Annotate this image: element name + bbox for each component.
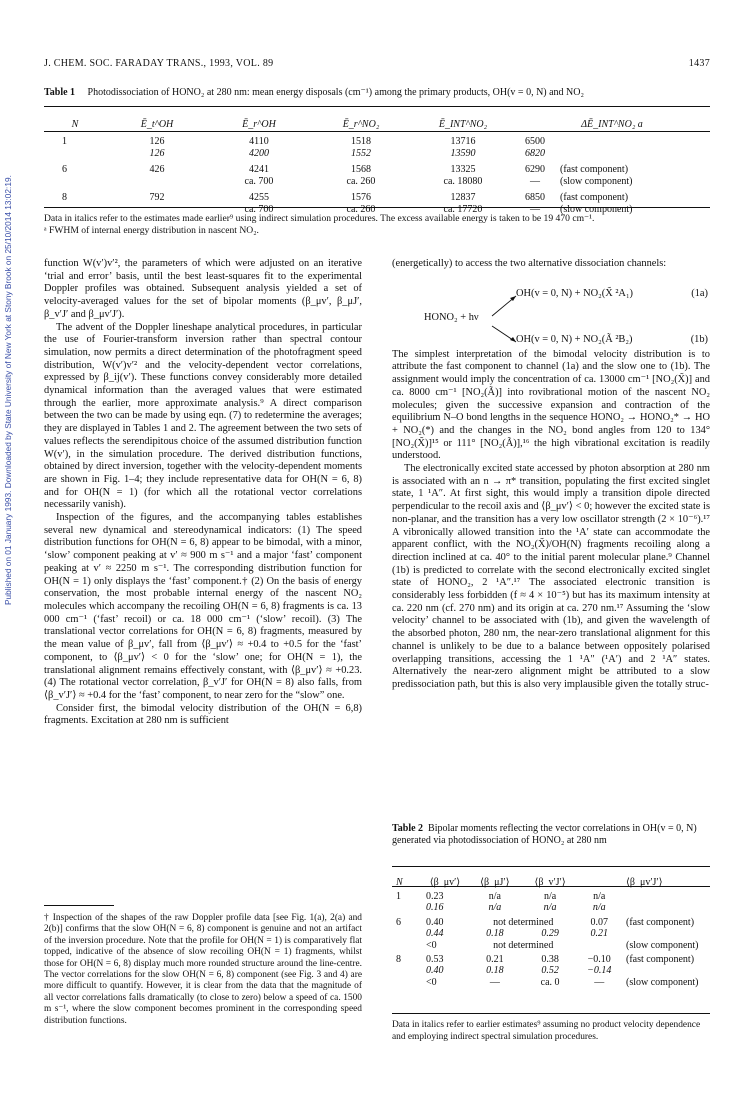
table2-bottom-rule bbox=[392, 1013, 710, 1014]
table2-cell: 0.40 bbox=[426, 916, 444, 928]
left-column bbox=[44, 258, 362, 728]
reaction-scheme bbox=[392, 288, 710, 358]
table2-cell: 0.18 bbox=[486, 965, 504, 977]
table1-cell: 1552 bbox=[351, 147, 371, 159]
table2-row bbox=[392, 928, 710, 939]
table1-cell: 13325 bbox=[450, 164, 476, 176]
table2-top-rule bbox=[392, 866, 710, 867]
table2-note-cell: (slow component) bbox=[626, 976, 699, 988]
table2-cell: <0 bbox=[426, 939, 437, 951]
table1-cell: — bbox=[530, 203, 540, 215]
table1-body bbox=[44, 136, 710, 216]
table2-cell: n/a bbox=[543, 902, 557, 914]
table2-cell: n/a bbox=[593, 891, 606, 902]
scheme-product-1a: OH(v = 0, N) + NO₂(X̃ ²A₁) bbox=[516, 288, 634, 299]
table1-row bbox=[44, 187, 710, 204]
table2-cell bbox=[392, 902, 422, 913]
table1-cell bbox=[44, 148, 106, 160]
table1-cell: 4241 bbox=[249, 164, 269, 176]
table2-note-cell bbox=[620, 891, 710, 902]
table1-cell: 1 bbox=[62, 136, 67, 147]
table1-cell bbox=[44, 176, 106, 188]
table2-cell: 0.38 bbox=[541, 954, 559, 966]
paragraph: The simplest interpretation of the bimodal velocity distribution is to attribute the fast component to channel (1a) and the slow one to (1b). The assignment would imply the concentration of ca. 13000 cm⁻¹ [NO₂(X̃)] and ca. 8000 cm⁻¹ [NO₂(Ã)] into rovibrational motion of the nascent NO₂ molecules; given the successive expansion and contraction of the equilibrium N–O bond lengths in the sequence HONO₂ → HONO₂* → HO + NO₂(*) and the changes in the NO₂ bond angles from 120 to 134° [NO₂(X̃)]¹⁵ or 111° [NO₂(Ã)],¹⁶ the high vibrational excitation is readily understood. bbox=[392, 348, 710, 462]
table1-cell: ca. 18080 bbox=[443, 175, 483, 187]
table1-cell: 1576 bbox=[351, 192, 371, 204]
table2-cell: −0.10 bbox=[587, 954, 611, 966]
scheme-label-1a: (1a) bbox=[691, 288, 708, 299]
table2-cell: — bbox=[594, 976, 605, 988]
table2-note-cell: (slow component) bbox=[626, 939, 699, 951]
table2-row bbox=[392, 914, 710, 928]
table1-cell: 8 bbox=[62, 192, 67, 204]
table2-cell: 0.23 bbox=[426, 891, 444, 902]
table2-footnote: Data in italics refer to earlier estimates⁹ assuming no product velocity dependence and employing indirect spectral simulation procedures. bbox=[392, 1020, 701, 1042]
table2-cell: 0.18 bbox=[486, 928, 504, 940]
table1-note-cell bbox=[556, 148, 710, 160]
table2-header-cell: ⟨β_μv′⟩ bbox=[429, 876, 461, 888]
footnote-rule bbox=[44, 905, 114, 906]
table1-cell: 6290 bbox=[525, 164, 545, 176]
table1-header-cell: Ē_r^NO₂ bbox=[342, 118, 380, 130]
table1-cell: 13716 bbox=[450, 136, 476, 147]
table1-header-row bbox=[44, 112, 710, 136]
table1-caption-text: Photodissociation of HONO₂ at 280 nm: mean energy disposals (cm⁻¹) among the primary products, OH(v = 0, N) and NO₂ bbox=[87, 87, 584, 98]
table2-cell: 0.29 bbox=[541, 928, 559, 940]
paragraph: Consider first, the bimodal velocity distribution of the OH(N = 6,8) fragments. Excitation at 280 nm is sufficient bbox=[44, 702, 362, 727]
table1-cell: 4200 bbox=[249, 147, 269, 159]
table2-cell: 0.16 bbox=[426, 902, 444, 914]
table1-row bbox=[44, 159, 710, 176]
table2-caption-text: Bipolar moments reflecting the vector correlations in OH(v = 0, N) generated via photodissociation of HONO₂ at 280 nm bbox=[392, 823, 697, 846]
table1-cell: 6820 bbox=[525, 147, 545, 159]
table2-cell bbox=[392, 965, 422, 976]
table2 bbox=[392, 873, 710, 988]
table1-cell: ca. 260 bbox=[346, 175, 376, 187]
table2-note-cell: (fast component) bbox=[626, 916, 695, 928]
table2-header-cell: ⟨β_μJ′⟩ bbox=[480, 876, 510, 888]
table2-cell: −0.14 bbox=[587, 965, 612, 977]
table2-row bbox=[392, 902, 710, 913]
table2-header-cell: ⟨β_μv′J′⟩ bbox=[625, 876, 663, 888]
table2-cell bbox=[578, 940, 620, 951]
table2-note-cell bbox=[620, 902, 710, 913]
table2-cell: 0.52 bbox=[541, 965, 559, 977]
table2-cell: ca. 0 bbox=[540, 976, 560, 988]
table1-cell: 13590 bbox=[450, 147, 476, 159]
table2-cell: 6 bbox=[396, 916, 401, 928]
table1-cell: 6500 bbox=[525, 136, 545, 147]
table2-body bbox=[392, 891, 710, 988]
table1-note-cell: (fast component) bbox=[560, 164, 629, 176]
table1-footnote: Data in italics refer to the estimates made earlier⁹ using indirect simulation procedures. The excess available energy is taken to be 19 470 cm⁻¹. bbox=[44, 213, 595, 224]
table1-cell: 4255 bbox=[249, 192, 269, 204]
table1-cell bbox=[106, 176, 208, 188]
table1-top-rule bbox=[44, 106, 710, 107]
table2-caption bbox=[392, 823, 710, 847]
paragraph: function W(v′)v′², the parameters of which were adjusted on an iterative ‘trial and error’ basis, until the best least-squares fit to the experimental Doppler profiles was obtained. Subsequent analysis yielded a set of velocity-averaged values for the set of bipolar moments (β_μv′, β_μJ′, β_v′J′ and β_μv′J′). bbox=[44, 258, 362, 320]
table2-cell: 1 bbox=[396, 891, 401, 902]
table1-footnotes bbox=[44, 213, 710, 237]
table1-cell: 12837 bbox=[450, 192, 476, 204]
table2-cell: 0.21 bbox=[590, 928, 608, 940]
table1-cell: 6850 bbox=[525, 192, 545, 204]
table1-cell: 126 bbox=[149, 147, 165, 159]
table1-cell: 126 bbox=[149, 136, 165, 147]
table1-cell: ca. 17720 bbox=[443, 203, 483, 215]
table1-row bbox=[44, 136, 710, 148]
scheme-reactant: HONO₂ + hν bbox=[424, 312, 479, 323]
table2-cell bbox=[392, 928, 422, 939]
table1-cell: 1518 bbox=[351, 136, 371, 147]
table2-cell: 0.21 bbox=[486, 954, 504, 966]
paragraph: (energetically) to access the two alternative dissociation channels: bbox=[392, 258, 667, 269]
table2-cell: 0.53 bbox=[426, 954, 444, 966]
table1-row bbox=[44, 148, 710, 160]
table2-row bbox=[392, 951, 710, 965]
table2-header-cell: ⟨β_v′J′⟩ bbox=[534, 876, 566, 888]
table2-row bbox=[392, 977, 710, 988]
table2-note-cell bbox=[620, 965, 710, 976]
table1-cell: 1568 bbox=[351, 164, 371, 176]
page-footnote: † Inspection of the shapes of the raw Doppler profile data [see Fig. 1(a), 2(a) and 2(b)] confirms that the slow OH(N = 6, 8) component is genuine and not an artifact of the inversion procedure. Note that the profile for OH(N = 1) is comparatively flat topped, indicative of the absence of slow recoiling OH(N = 1) fragments, whilst those for OH(N = 6, 8) display much more rounded structure around the line-centre. The vector correlations for the slow OH(N = 6, 8) component (see Fig. 3 and 4) are more difficult to quantify. However, it is clear from the data that the magnitude of all vector correlations falls dramatically (to close to zero) below a speed of ca. 1500 m s⁻¹, where the slow component becomes prominent in the corresponding speed distribution functions. bbox=[44, 913, 362, 1026]
table2-cell: n/a bbox=[488, 891, 501, 902]
paragraph: The electronically excited state accessed by photon absorption at 280 nm is associated with an n → π* transition, populating the first excited singlet state, 1 ¹A″. At first sight, this would imply a transition dipole directed perpendicular to the recoil axis and ⟨β_μv′⟩ < 0; however the excited state is non-planar, and the transition has a very low oscillator strength (2 × 10⁻⁶).¹⁷ A vibronically allowed transition into the ¹A′ state can accommodate the apparent conflict, with the NO₂(X̃)/OH(N) fragments recoiling along a direction inclined at ca. 40° to the initial parent molecular plane.⁹ Channel (1b) is predicted to correlate with the second electronically excited singlet state of HONO₂, 2 ¹A″.¹⁷ The associated electronic transition is considerably less forbidden (f ≈ 4 × 10⁻⁵) but has its maximum intensity at ca. 220 nm (cf. 270 nm) and its origin at ca. 270 nm.¹⁷ Assuming the ‘slow velocity’ channel to be associated with (1b), and given the wavelength of the absorbed photon, 280 nm, the near-zero translational alignment for this channel is unlikely to be due to a balance between oppositely polarised overlapping transitions, accessing the 1 ¹A″ (¹A′) and 2 ¹A″ states. Alternatively the near-zero alignment might be attributed to a slow predissociation path, but this is also very implausible given the totally struc- bbox=[392, 463, 710, 690]
paragraph: Inspection of the figures, and the accompanying tables establishes several new dynamical and stereodynamical indicators: (1) The speed distribution functions for OH(N = 6, 8) appear to be bimodal, with a minor, ‘slow’ component peaking at v′ ≈ 900 m s⁻¹ and a major ‘fast’ component peaking at v′ ≈ 2250 m s⁻¹. The corresponding distribution function for OH(N = 1) only displays the ‘fast’ component.† (2) On the basis of energy conservation, the most probable internal energy of the nascent NO₂ molecules which accompany the recoiling OH(N = 6, 8) fragments is ca. 13 000 cm⁻¹ (‘fast’ recoil) or ca. 18 000 cm⁻¹ (‘slow’ recoil). (3) The translational vector correlations for OH(N = 6, 8) fragments, measured by the mean value of β_μv′, fall from ⟨β_μv′⟩ ≈ +0.4 to +0.5 for the ‘fast’ component, to ⟨β_μv′⟩ < 0 for the ‘slow’ one; for OH(N = 1), the translational alignment remains effectively constant, with ⟨β_μv′⟩ ≈ +0.23. (4) The rotational vector correlation, β_v′J′ for OH(N = 8) also falls, from ⟨β_v′J′⟩ ≈ +0.4 for the ‘fast’ component, to near zero for the “slow” one. bbox=[44, 512, 362, 701]
table1-cell: ca. 260 bbox=[346, 203, 376, 215]
table2-note-cell: (fast component) bbox=[626, 954, 695, 966]
table2-row bbox=[392, 940, 710, 951]
table1 bbox=[44, 112, 710, 216]
table1-label: Table 1 bbox=[44, 87, 76, 98]
table1-cell: — bbox=[530, 175, 540, 187]
table2-header-row bbox=[392, 873, 710, 891]
journal-reference: J. CHEM. SOC. FARADAY TRANS., 1993, VOL. 89 bbox=[44, 58, 274, 69]
table1-header-cell: ΔĒ_INT^NO₂ a bbox=[581, 118, 643, 130]
table1-note-cell: (slow component) bbox=[560, 175, 633, 187]
table2-cell: n/a bbox=[488, 902, 502, 914]
table2-cell: 0.07 bbox=[590, 916, 608, 928]
table1-header-cell: N bbox=[71, 118, 79, 130]
table2-cell: not determined bbox=[493, 939, 554, 951]
table2-row bbox=[392, 965, 710, 976]
table2-cell: 0.44 bbox=[426, 928, 444, 940]
scheme-product-1b: OH(v = 0, N) + NO₂(Ã ²B₂) bbox=[516, 334, 633, 345]
table1-note-cell: (slow component) bbox=[560, 203, 633, 215]
table2-cell: not determined bbox=[493, 916, 554, 928]
download-watermark: Published on 01 January 1993. Downloaded by State University of New York at Stony Brook on 25/10/2014 13:02:19. bbox=[3, 175, 13, 605]
table2-cell bbox=[392, 940, 422, 951]
table1-cell: 426 bbox=[149, 164, 165, 176]
table1-header-cell: Ē_INT^NO₂ bbox=[438, 118, 488, 130]
table2-cell bbox=[392, 977, 422, 988]
table2-cell: 8 bbox=[396, 954, 401, 966]
table2-label: Table 2 bbox=[392, 823, 424, 834]
table2-cell: <0 bbox=[426, 976, 437, 988]
table1-caption bbox=[44, 87, 710, 98]
table2-note-cell bbox=[620, 928, 710, 939]
table1-note-cell: (fast component) bbox=[560, 192, 629, 204]
table2-cell: 0.40 bbox=[426, 965, 444, 977]
table2-cell: n/a bbox=[543, 891, 557, 902]
table1-cell: ca. 700 bbox=[244, 203, 274, 215]
table2-row bbox=[392, 891, 710, 902]
table1-header-cell: Ē_r^OH bbox=[242, 118, 276, 130]
table1-cell: 4110 bbox=[249, 136, 269, 147]
table1-header-cell: Ē_t^OH bbox=[140, 118, 174, 130]
table1-cell: 792 bbox=[149, 192, 165, 204]
table2-header-cell: N bbox=[396, 876, 403, 888]
table2-cell: — bbox=[489, 976, 500, 988]
scheme-label-1b: (1b) bbox=[690, 334, 708, 345]
table2-cell: n/a bbox=[592, 902, 606, 914]
page-number: 1437 bbox=[688, 58, 710, 69]
table1-note-cell bbox=[556, 136, 710, 148]
table1-cell: ca. 700 bbox=[244, 175, 274, 187]
paragraph: The advent of the Doppler lineshape analytical procedures, in particular the use of Fourier-transform inversion rather than spectral contour simulation, now permits a direct determination of the photofragment speed distribution, W(v′)v′² and the velocity-dependent vector correlations, expressed by β_ij(v′). These functions convey considerably more detailed dynamical information than the averaged values that were estimated through the earlier, more approximate analysis.⁹ A direct comparison between the two can be made by using eqn. (7) to redetermine the averages; they are displayed in Tables 1 and 2. The agreement between the two sets of values reflects the serendipitous choice of the assumed distribution function W(v′), in the simulation procedure. The derived distribution functions, obtained by direct inversion, together with the velocity-dependent moments are shown in Fig. 1–4; they include representative data for OH(N = 6, 8) and for OH(N = 1) (for which all the rotational vector correlations necessarily vanish). bbox=[44, 321, 362, 511]
table1-footnote: ᵃ FWHM of internal energy distribution in nascent NO₂. bbox=[44, 225, 259, 236]
table1-cell: 6 bbox=[62, 164, 67, 176]
table1-row bbox=[44, 176, 710, 188]
